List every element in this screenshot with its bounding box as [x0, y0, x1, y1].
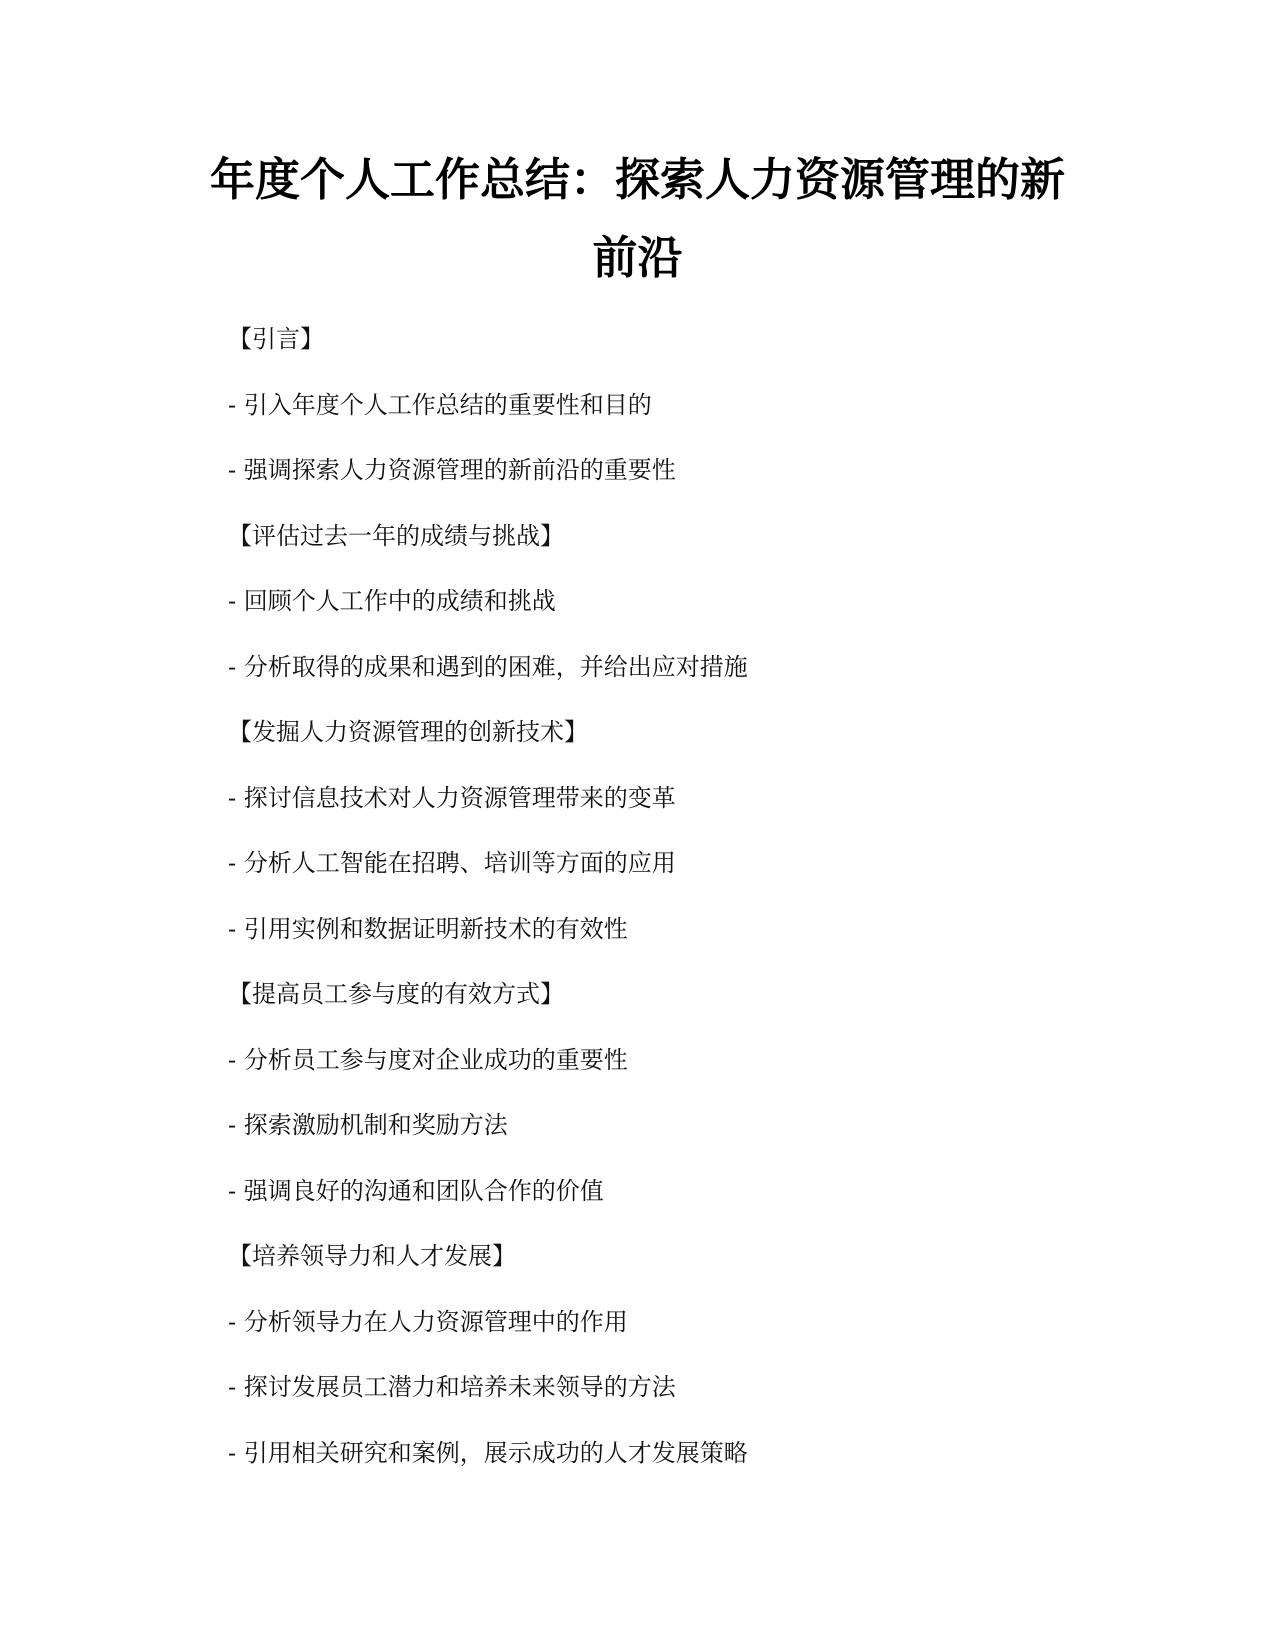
bullet-item: - 分析人工智能在招聘、培训等方面的应用 — [228, 849, 676, 877]
document-body — [228, 322, 1088, 1501]
bullet-item: - 引用实例和数据证明新技术的有效性 — [228, 914, 628, 943]
bullet-item: - 分析取得的成果和遇到的困难，并给出应对措施 — [228, 652, 748, 681]
bullet-item: - 强调良好的沟通和团队合作的价值 — [228, 1176, 604, 1205]
bullet-item: - 探索激励机制和奖励方法 — [228, 1111, 508, 1139]
bullet-item: - 引用相关研究和案例，展示成功的人才发展策略 — [228, 1438, 748, 1467]
section-heading-innovation: 【发掘人力资源管理的创新技术】 — [228, 718, 588, 746]
bullet-item: - 引入年度个人工作总结的重要性和目的 — [228, 390, 652, 419]
bullet-item: - 强调探索人力资源管理的新前沿的重要性 — [228, 456, 676, 484]
bullet-item: - 探讨发展员工潜力和培养未来领导的方法 — [228, 1373, 676, 1401]
section-heading-introduction: 【引言】 — [228, 325, 324, 353]
bullet-item: - 分析领导力在人力资源管理中的作用 — [228, 1307, 628, 1336]
bullet-item: - 分析员工参与度对企业成功的重要性 — [228, 1045, 628, 1074]
document-title-line-1: 年度个人工作总结：探索人力资源管理的新 — [209, 153, 1065, 206]
bullet-item: - 回顾个人工作中的成绩和挑战 — [228, 587, 556, 615]
document-title-line-2: 前沿 — [592, 231, 683, 284]
bullet-item: - 探讨信息技术对人力资源管理带来的变革 — [228, 783, 676, 812]
section-heading-assessment: 【评估过去一年的成绩与挑战】 — [228, 521, 564, 550]
section-heading-engagement: 【提高员工参与度的有效方式】 — [228, 980, 564, 1008]
section-heading-leadership: 【培养领导力和人才发展】 — [228, 1242, 516, 1270]
